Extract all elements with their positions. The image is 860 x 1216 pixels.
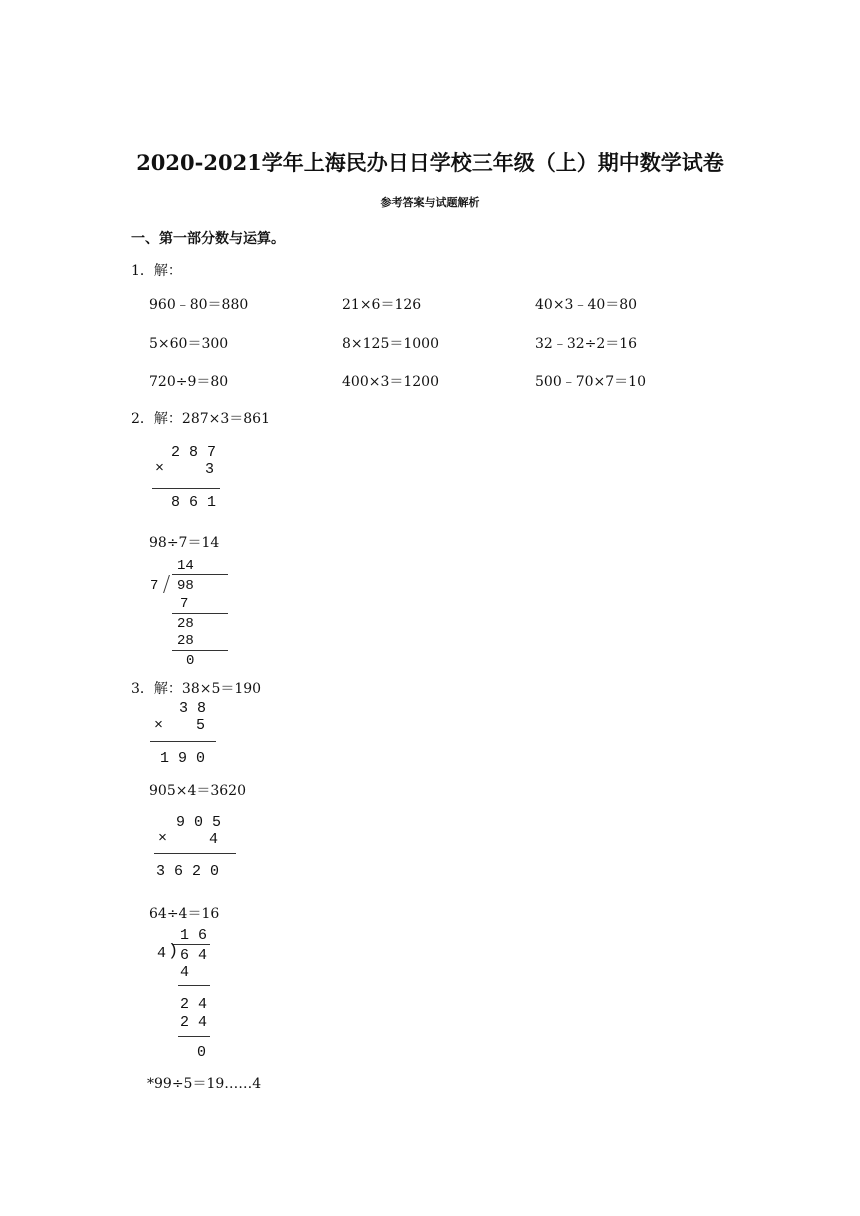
page-subtitle: 参考答案与试题解析 <box>380 196 480 209</box>
q2-label: 2．解：287×3＝861 <box>131 411 270 427</box>
q1-item: 32﹣32÷2＝16 <box>535 336 638 352</box>
div-line <box>178 985 210 986</box>
div-divisor: 4 <box>157 945 167 962</box>
mult-result: 1 9 0 <box>160 750 206 767</box>
div-quotient: 1 6 <box>180 927 208 944</box>
mult-line <box>154 853 236 854</box>
q1-item: 5×60＝300 <box>149 336 229 352</box>
q3-mult2-label: 905×4＝3620 <box>149 783 246 799</box>
div-top-line <box>172 574 228 575</box>
section-heading: 一、第一部分数与运算。 <box>131 231 285 247</box>
div-quotient: 14 <box>177 558 194 574</box>
times-sign: × <box>154 717 164 734</box>
div-step: 28 <box>177 633 194 649</box>
div-step: 2 4 <box>180 1014 208 1031</box>
q2-div-label: 98÷7＝14 <box>149 535 220 551</box>
q3-label: 3．解：38×5＝190 <box>131 681 262 697</box>
times-sign: × <box>158 830 168 847</box>
mult-result: 8 6 1 <box>171 494 217 511</box>
div-dividend: 6 4 <box>180 947 208 964</box>
div-line <box>178 1036 210 1037</box>
mult-top-number: 3 8 <box>179 700 207 717</box>
mult-bottom-number: 4 <box>209 831 219 848</box>
div-line <box>172 650 228 651</box>
q1-item: 400×3＝1200 <box>342 374 439 390</box>
q1-item: 500﹣70×7＝10 <box>535 374 646 390</box>
q1-item: 960﹣80＝880 <box>149 297 249 313</box>
mult-top-number: 9 0 5 <box>176 814 222 831</box>
div-remainder: 0 <box>186 653 195 669</box>
div-line <box>172 613 228 614</box>
page-title: 2020-2021学年上海民办日日学校三年级（上）期中数学试卷 <box>136 150 724 175</box>
div-step: 28 <box>177 616 194 632</box>
mult-line <box>152 488 220 489</box>
div-bracket-icon: ) <box>168 942 179 961</box>
q3-last-label: *99÷5＝19……4 <box>147 1076 262 1092</box>
times-sign: × <box>155 460 165 477</box>
div-step: 4 <box>180 964 190 981</box>
q1-label: 1．解： <box>131 263 182 279</box>
q1-item: 40×3﹣40＝80 <box>535 297 638 313</box>
div-bracket <box>163 575 170 593</box>
div-step: 2 4 <box>180 996 208 1013</box>
q1-item: 720÷9＝80 <box>149 374 229 390</box>
div-remainder: 0 <box>197 1044 207 1061</box>
q3-div-label: 64÷4＝16 <box>149 906 220 922</box>
q1-item: 8×125＝1000 <box>342 336 439 352</box>
div-dividend: 98 <box>177 578 194 594</box>
q1-item: 21×6＝126 <box>342 297 422 313</box>
mult-bottom-number: 5 <box>196 717 206 734</box>
mult-result: 3 6 2 0 <box>156 863 220 880</box>
mult-top-number: 2 8 7 <box>171 444 217 461</box>
div-step: 7 <box>180 596 189 612</box>
mult-line <box>150 741 216 742</box>
mult-bottom-number: 3 <box>205 461 215 478</box>
div-divisor: 7 <box>150 578 159 594</box>
